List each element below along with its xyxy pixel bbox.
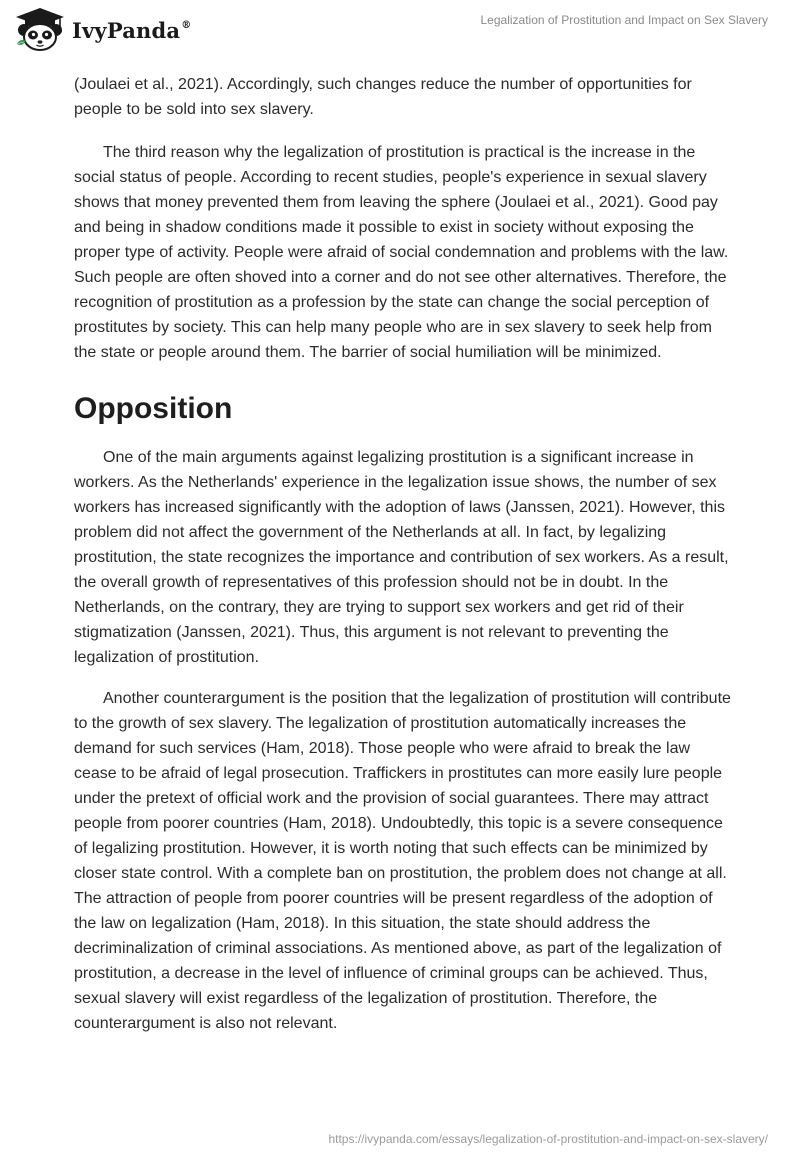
source-url[interactable]: https://ivypanda.com/essays/legalization-of-prostitution-and-impact-on-sex-slavery/ [328, 1132, 768, 1146]
page-header [0, 0, 800, 66]
paragraph: Another counterargument is the position that the legalization of prostitution will contribute to the growth of sex slavery. The legalization of prostitution automatically increases the demand for such services (Ham, 2018). Those people who were afraid to break the law cease to be afraid of legal prosecution. Traffickers in prostitutes can more easily lure people under the pretext of official work and the provision of social guarantees. There may attract people from poorer countries (Ham, 2018). Undoubtedly, this topic is a severe consequence of legalizing prostitution. However, it is worth noting that such effects can be minimized by closer state control. With a complete ban on prostitution, the problem does not change at all. The attraction of people from poorer countries will be present regardless of the adoption of the law on legalization (Ham, 2018). In this situation, the state should address the decriminalization of criminal associations. As mentioned above, as part of the legalization of prostitution, a decrease in the level of influence of criminal groups can be achieved. Thus, sexual slavery will exist regardless of the legalization of prostitution. Therefore, the counterargument is also not relevant. [74, 690, 731, 1032]
essay-content [74, 72, 734, 1036]
paragraph: The third reason why the legalization of prostitution is practical is the increase in the social status of people. According to recent studies, people's experience in sexual slavery shows that money prevented them from leaving the sphere (Joulaei et al., 2021). Good pay and being in shadow conditions made it possible to exist in society without exposing the proper type of activity. People were afraid of social condemnation and problems with the law. Such people are often shoved into a corner and do not see other alternatives. Therefore, the recognition of prostitution as a profession by the state can change the social perception of prostitutes by society. This can help many people who are in sex slavery to seek help from the state or people around them. The barrier of social humiliation will be minimized. [74, 144, 729, 361]
document-title: Legalization of Prostitution and Impact on Sex Slavery [480, 13, 768, 27]
brand-name: IvyPanda® [72, 17, 192, 43]
section-heading: Opposition [74, 392, 233, 425]
logo[interactable] [14, 6, 191, 52]
paragraph: (Joulaei et al., 2021). Accordingly, such changes reduce the number of opportunities for people to be sold into sex slavery. [74, 76, 692, 118]
panda-logo-icon [14, 6, 66, 52]
paragraph: One of the main arguments against legalizing prostitution is a significant increase in workers. As the Netherlands' experience in the legalization issue shows, the number of sex workers has increased significantly with the adoption of laws (Janssen, 2021). However, this problem did not affect the government of the Netherlands at all. In fact, by legalizing prostitution, the state recognizes the importance and contribution of sex workers. As a result, the overall growth of representatives of this profession should not be in doubt. In the Netherlands, on the contrary, they are trying to support sex workers and get rid of their stigmatization (Janssen, 2021). Thus, this argument is not relevant to preventing the legalization of prostitution. [74, 449, 729, 666]
